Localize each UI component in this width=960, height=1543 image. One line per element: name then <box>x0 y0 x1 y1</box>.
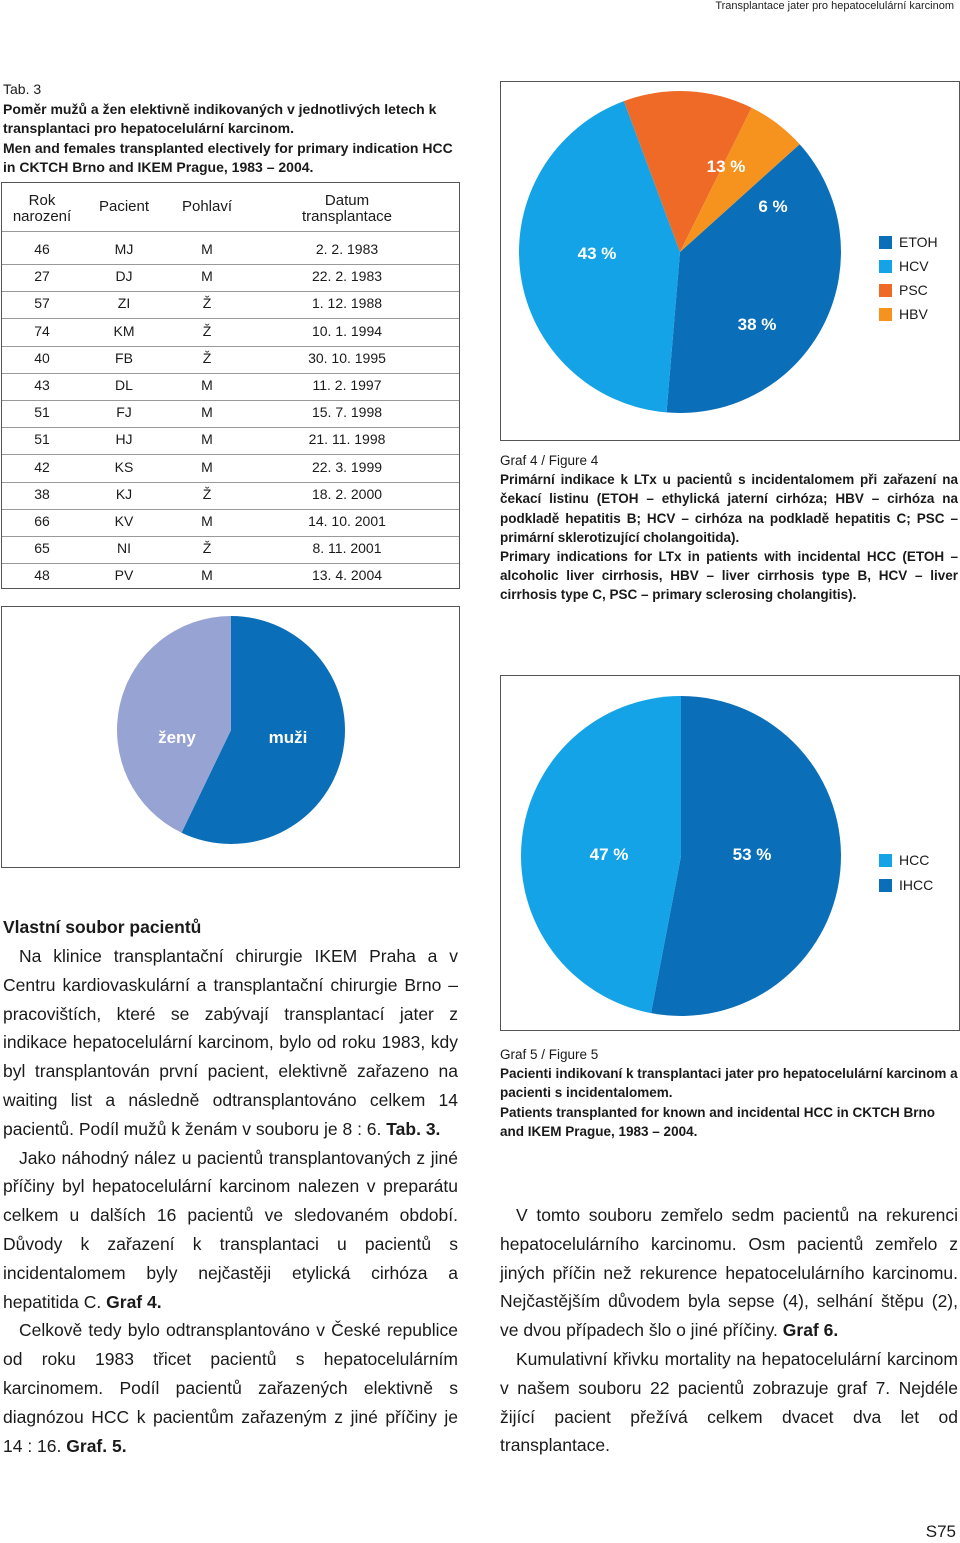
graf5-chart <box>500 675 960 1031</box>
table-cell-datum: 11. 2. 1997 <box>312 377 382 393</box>
ref-graf4: Graf 4. <box>106 1291 162 1312</box>
table-cell-rok: 40 <box>34 349 50 366</box>
table-cell-rok: 43 <box>34 377 50 393</box>
legend-ihcc <box>879 877 933 893</box>
paragraph-3-text: Celkově tedy bylo odtransplantováno v České republice od roku 1983 třicet pacientů s hepatocelulárním karcinomem. Podíl pacientů zařazených elektivně s diagnózou HCC k pacientům zařazeným z jiné příčiny je 14 : 16. <box>3 1320 458 1456</box>
table-cell-rok: 42 <box>34 458 50 475</box>
table-cell-rok: 65 <box>34 540 50 557</box>
legend-label-hcc: HCC <box>899 852 930 868</box>
table-caption <box>3 80 463 178</box>
graf5-caption <box>500 1045 958 1141</box>
ref-graf6: Graf 6. <box>782 1320 839 1341</box>
table-cell-pacient: PV <box>114 567 134 584</box>
table-cell-datum: 18. 2. 2000 <box>311 485 383 502</box>
ref-graf5: Graf. 5. <box>66 1435 127 1456</box>
legend-swatch-hbv <box>879 308 892 321</box>
legend-label-psc: PSC <box>899 282 928 298</box>
legend-label-ihcc: IHCC <box>899 877 934 893</box>
table-cell-pohlavi: Ž <box>202 322 212 339</box>
table-cell-pohlavi: M <box>201 377 213 393</box>
paragraph-2-text: Jako náhodný nález u pacientů transplantovaných z jiné příčiny byl hepatocelulární karcinom nalezen v preparátu celkem u dalších 16 pacientů ve sledovaném období. Důvody k zařazení k transplantaci u pacientů s incidentalomem byly nejčastěji etylická cirhóza a hepatitida C. <box>3 1147 458 1312</box>
table-cell-pacient: HJ <box>115 431 133 448</box>
paragraph-4-text: V tomto souboru zemřelo sedm pacientů na rekurenci hepatocelulárního karcinomu. Osm pacientů zemřelo z jiných příčin než rekurence hepatocelulárního karcinomu. Nejčastějším důvodem byla sepse (4), selhání štěpu (2), ve dvou případech šlo o jiné příčiny. <box>500 1205 958 1341</box>
paragraph-4 <box>500 1201 958 1345</box>
table-cell-pohlavi: M <box>201 513 213 529</box>
table-cell-datum: 13. 4. 2004 <box>311 567 383 584</box>
row-rule <box>2 264 459 265</box>
legend-swatch-psc <box>879 284 892 297</box>
legend-label-hbv: HBV <box>899 306 928 322</box>
graf5-label: Graf 5 / Figure 5 <box>500 1047 599 1062</box>
table-cell-rok: 57 <box>34 295 50 312</box>
table-cell-pohlavi: Ž <box>202 349 212 366</box>
header-pacient: Pacient <box>98 198 150 215</box>
table-caption-en: Men and females transplanted electively for primary indication HCC in CKTCH Brno and IKEM Prague, 1983 – 2004. <box>3 139 453 175</box>
table-cell-rok: 48 <box>34 567 50 584</box>
table-cell-pacient: KJ <box>115 485 133 502</box>
table-cell-pohlavi: M <box>201 241 213 257</box>
table-cell-pohlavi: Ž <box>202 485 212 502</box>
row-rule <box>2 509 459 510</box>
table-cell-rok: 74 <box>34 322 50 339</box>
sex-ratio-pie <box>2 607 461 869</box>
table-cell-pacient: ZI <box>117 295 131 312</box>
left-column-text <box>3 942 458 1460</box>
graf4-chart <box>500 81 960 441</box>
legend-hbv <box>879 306 928 322</box>
table-cell-pohlavi: Ž <box>202 540 212 557</box>
table-cell-datum: 2. 2. 1983 <box>315 241 379 257</box>
table-cell-datum: 10. 1. 1994 <box>311 322 383 339</box>
row-rule <box>2 318 459 319</box>
table-cell-pacient: KM <box>113 322 135 339</box>
right-column-text <box>500 1201 958 1460</box>
pie-label-HBV: 6 % <box>758 197 788 216</box>
table-cell-datum: 21. 11. 1998 <box>308 431 386 448</box>
table-cell-rok: 46 <box>34 241 50 257</box>
graf5-caption-en: Patients transplanted for known and incidental HCC in CKTCH Brno and IKEM Prague, 1983 – 2004. <box>500 1104 936 1139</box>
header-datum: Datum transplantace <box>301 192 393 225</box>
paragraph-5 <box>500 1345 958 1460</box>
table-cell-pohlavi: M <box>201 268 213 285</box>
graf4-label: Graf 4 / Figure 4 <box>500 453 599 468</box>
legend-hcc <box>879 852 929 868</box>
row-rule <box>2 400 459 401</box>
table-cell-pacient: DJ <box>115 268 133 285</box>
row-rule <box>2 373 459 374</box>
pie-label-muži: muži <box>268 728 308 747</box>
table-cell-datum: 1. 12. 1988 <box>311 295 383 312</box>
table-cell-pacient: KV <box>114 513 134 529</box>
pie-label-IHCC: 53 % <box>732 845 772 864</box>
row-rule <box>2 454 459 455</box>
table-label: Tab. 3 <box>3 81 42 97</box>
paragraph-1 <box>3 942 458 1144</box>
table-cell-pacient: MJ <box>114 241 134 257</box>
running-header: Transplantace jater pro hepatocelulární karcinom <box>715 0 954 12</box>
table-cell-rok: 27 <box>34 268 50 285</box>
table-cell-datum: 8. 11. 2001 <box>312 540 382 557</box>
row-rule <box>2 346 459 347</box>
graf5-caption-cz: Pacienti indikovaní k transplantaci jater pro hepatocelulární karcinom a pacienti s incidentalomem. <box>500 1066 958 1101</box>
legend-swatch-ihcc <box>879 879 892 892</box>
table-cell-pohlavi: M <box>201 567 213 584</box>
table-cell-rok: 51 <box>34 404 50 421</box>
table-cell-pacient: KS <box>114 458 134 475</box>
graf4-caption-cz: Primární indikace k LTx u pacientů s incidentalomem při zařazení na čekací listinu (ETOH – ethylická jaterní cirhóza; HBV – cirhóza na podkladě hepatitis B; HCV – cirhóza na podkladě hepatitis C; PSC – primární sklerotizující cholangoitida). <box>500 472 958 545</box>
legend-swatch-hcv <box>879 260 892 273</box>
table-cell-pacient: FB <box>115 349 133 366</box>
legend-swatch-etoh <box>879 236 892 249</box>
table-cell-pacient: NI <box>117 540 131 557</box>
table-cell-pohlavi: M <box>201 404 213 421</box>
row-rule <box>2 536 459 537</box>
legend-swatch-hcc <box>879 854 892 867</box>
table-cell-pacient: DL <box>115 377 133 393</box>
pie-label-HCV: 43 % <box>577 244 617 263</box>
pie-label-HCC: 47 % <box>589 845 629 864</box>
ref-tab3: Tab. 3. <box>386 1118 441 1139</box>
page-number: S75 <box>925 1522 956 1541</box>
paragraph-5-text: Kumulativní křivku mortality na hepatocelulární karcinom v našem souboru 22 pacientů zobrazuje graf 7. Nejdéle žijící pacient přežívá celkem dvacet dva let od transplantace. <box>500 1348 958 1456</box>
legend-psc <box>879 282 928 298</box>
table-cell-pohlavi: M <box>201 458 213 475</box>
table-cell-datum: 14. 10. 2001 <box>308 513 386 529</box>
table-caption-cz: Poměr mužů a žen elektivně indikovaných v jednotlivých letech k transplantaci pro hepatocelulární karcinom. <box>3 100 437 136</box>
row-rule <box>2 482 459 483</box>
legend-etoh <box>879 234 938 250</box>
pie-label-ETOH: 38 % <box>737 315 777 334</box>
graf4-caption-en: Primary indications for LTx in patients with incidental HCC (ETOH – alcoholic liver cirrhosis, HBV – liver cirrhosis type B, HCV – liver cirrhosis type C, PSC – primary sclerosing cholangitis). <box>500 549 958 603</box>
pie-label-ženy: ženy <box>158 728 196 747</box>
table-cell-rok: 51 <box>34 431 50 448</box>
header-rule <box>2 231 459 232</box>
header-pohlavi: Pohlaví <box>181 198 233 215</box>
legend-label-etoh: ETOH <box>899 234 938 250</box>
row-rule <box>2 427 459 428</box>
table-cell-datum: 30. 10. 1995 <box>308 349 386 366</box>
row-rule <box>2 291 459 292</box>
table-cell-datum: 22. 2. 1983 <box>311 268 383 285</box>
table-cell-datum: 22. 3. 1999 <box>311 458 383 475</box>
paragraph-2 <box>3 1144 458 1317</box>
table-cell-pacient: FJ <box>116 404 132 421</box>
table-cell-pohlavi: Ž <box>202 295 212 312</box>
graf4-caption <box>500 451 958 605</box>
table-cell-pohlavi: M <box>201 431 213 448</box>
paragraph-1-text: Na klinice transplantační chirurgie IKEM Praha a v Centru kardiovaskulární a transplantační chirurgie Brno – pracovištích, které se zabývají transplantací jater z indikace hepatocelulární karcinom, bylo od roku 1983, kdy byl transplantován první pacient, elektivně zařazeno na waiting list a následně odtransplantováno celkem 14 pacientů. Podíl mužů k ženám v souboru je 8 : 6. <box>3 946 458 1139</box>
section-title: Vlastní soubor pacientů <box>3 917 202 937</box>
paragraph-3 <box>3 1316 458 1460</box>
pie-label-PSC: 13 % <box>706 157 746 176</box>
legend-hcv <box>879 258 929 274</box>
legend-label-hcv: HCV <box>899 258 929 274</box>
table-cell-rok: 66 <box>34 513 50 529</box>
sex-ratio-chart <box>1 606 460 868</box>
table-cell-rok: 38 <box>34 485 50 502</box>
table-cell-datum: 15. 7. 1998 <box>311 404 383 421</box>
row-rule <box>2 563 459 564</box>
patients-table <box>1 182 460 589</box>
header-rok: Rok narození <box>12 192 72 225</box>
